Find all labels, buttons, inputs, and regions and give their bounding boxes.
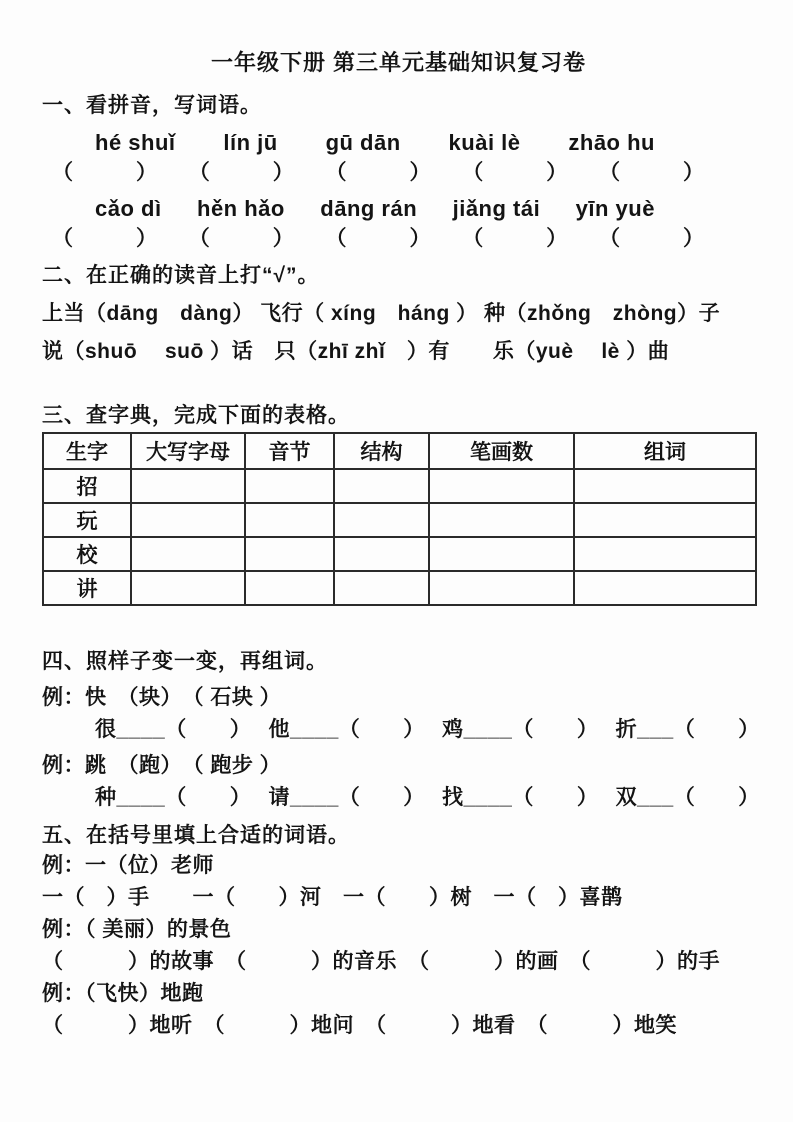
pinyin-word: hé shuǐ xyxy=(95,130,176,155)
table-header-cell: 音节 xyxy=(245,433,334,469)
answer-cell xyxy=(334,503,429,537)
answer-cell xyxy=(574,469,756,503)
table-header-row xyxy=(43,433,756,469)
table-header-cell: 生字 xyxy=(43,433,131,469)
example-line: 例：（飞快）地跑 xyxy=(42,982,204,1005)
pronunciation-choice-line-2: 说（shuō suō ）话 只（zhī zhǐ ）有 乐（yuè lè ）曲 xyxy=(42,340,670,363)
answer-cell xyxy=(245,537,334,571)
answer-cell xyxy=(334,537,429,571)
table-header-cell: 笔画数 xyxy=(429,433,574,469)
table-header-cell: 结构 xyxy=(334,433,429,469)
fill-line: （ ）地听 （ ）地问 （ ）地看 （ ）地笑 xyxy=(42,1014,677,1037)
answer-cell xyxy=(574,503,756,537)
pinyin-word: hěn hǎo xyxy=(197,196,285,221)
answer-cell xyxy=(574,571,756,605)
example-line: 例：一（位）老师 xyxy=(42,854,214,877)
answer-cell xyxy=(131,503,245,537)
answer-cell xyxy=(429,571,574,605)
table-header-cell: 组词 xyxy=(574,433,756,469)
section4-heading: 四、照样子变一变，再组词。 xyxy=(42,650,328,673)
pinyin-word: yīn yuè xyxy=(575,196,655,221)
bracket-pair: （ ） xyxy=(599,227,704,250)
answer-cell xyxy=(245,571,334,605)
pinyin-word: lín jū xyxy=(223,130,278,155)
pinyin-word: cǎo dì xyxy=(95,196,162,221)
pinyin-row-2 xyxy=(95,194,655,224)
table-row xyxy=(43,571,756,605)
pronunciation-choice-line-1: 上当（dāng dàng） 飞行（ xíng háng ） 种（zhǒng zhòng）子 xyxy=(42,302,721,325)
character-cell: 讲 xyxy=(43,571,131,605)
bracket-pair: （ ） xyxy=(599,161,704,184)
bracket-pair: （ ） xyxy=(462,227,568,250)
bracket-pair: （ ） xyxy=(462,161,568,184)
example-line: 例：快 （块） （ 石块 ） xyxy=(42,686,282,709)
answer-cell xyxy=(574,537,756,571)
pinyin-word: zhāo hu xyxy=(568,130,655,155)
answer-cell xyxy=(131,537,245,571)
character-cell: 校 xyxy=(43,537,131,571)
bracket-pair: （ ） xyxy=(188,227,294,250)
table-row xyxy=(43,503,756,537)
answer-brackets-row-2 xyxy=(52,224,704,254)
pinyin-word: kuài lè xyxy=(448,130,521,155)
section3-heading: 三、查字典，完成下面的表格。 xyxy=(42,404,350,427)
fill-line: 种____（ ） 请____（ ） 找____（ ） 双___（ ） xyxy=(95,786,760,809)
pinyin-word: gū dān xyxy=(325,130,401,155)
bracket-pair: （ ） xyxy=(188,161,294,184)
fill-line: （ ）的故事 （ ）的音乐 （ ）的画 （ ）的手 xyxy=(42,950,720,973)
pinyin-row-1 xyxy=(95,128,655,158)
bracket-pair: （ ） xyxy=(325,227,431,250)
dictionary-table xyxy=(42,432,757,606)
table-row xyxy=(43,537,756,571)
bracket-pair: （ ） xyxy=(52,161,157,184)
bracket-pair: （ ） xyxy=(52,227,157,250)
character-cell: 招 xyxy=(43,469,131,503)
section5-heading: 五、在括号里填上合适的词语。 xyxy=(42,824,350,847)
answer-cell xyxy=(131,571,245,605)
example-line: 例：（ 美丽）的景色 xyxy=(42,918,232,941)
table-row xyxy=(43,469,756,503)
answer-brackets-row-1 xyxy=(52,158,704,188)
fill-line: 很____（ ） 他____（ ） 鸡____（ ） 折___（ ） xyxy=(95,718,760,741)
answer-cell xyxy=(245,503,334,537)
fill-line: 一（ ）手 一（ ）河 一（ ）树 一（ ）喜鹊 xyxy=(42,886,623,909)
answer-cell xyxy=(245,469,334,503)
answer-cell xyxy=(429,503,574,537)
answer-cell xyxy=(131,469,245,503)
section1-heading: 一、看拼音，写词语。 xyxy=(42,94,262,117)
section2-heading: 二、在正确的读音上打“√”。 xyxy=(42,264,320,287)
answer-cell xyxy=(429,537,574,571)
character-cell: 玩 xyxy=(43,503,131,537)
answer-cell xyxy=(334,571,429,605)
page-title: 一年级下册 第三单元基础知识复习卷 xyxy=(210,50,587,75)
pinyin-word: dāng rán xyxy=(320,196,418,221)
pinyin-word: jiǎng tái xyxy=(452,196,541,221)
bracket-pair: （ ） xyxy=(325,161,431,184)
answer-cell xyxy=(334,469,429,503)
example-line: 例：跳 （跑） （ 跑步 ） xyxy=(42,754,282,777)
answer-cell xyxy=(429,469,574,503)
table-header-cell: 大写字母 xyxy=(131,433,245,469)
